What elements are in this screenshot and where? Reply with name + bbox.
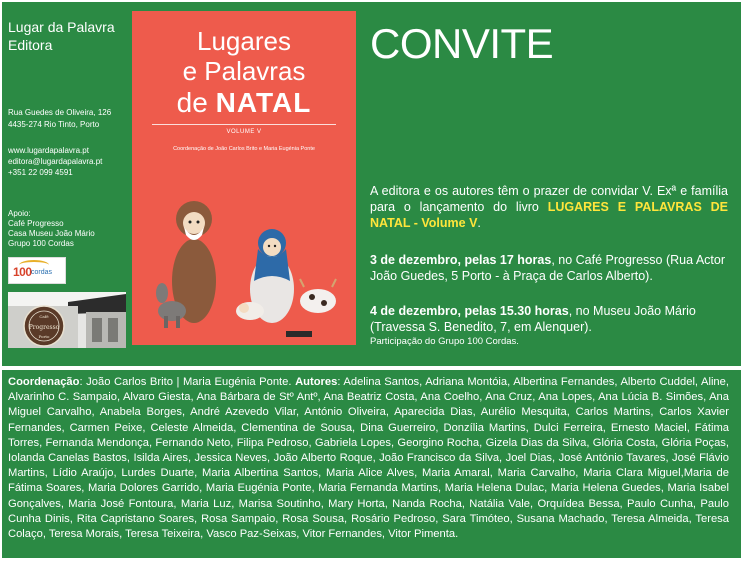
page-title: CONVITE	[370, 20, 554, 67]
cover-title-line1: Lugares	[197, 26, 291, 56]
support-item: Grupo 100 Cordas	[8, 239, 74, 248]
website-link[interactable]: www.lugardapalavra.pt	[8, 146, 89, 155]
credits-block	[8, 375, 729, 542]
invitation-text-intro: A editora e os autores têm o prazer de convidar V. Exª e família para o lançamento do livro	[370, 184, 728, 214]
event-alenquer	[370, 303, 730, 335]
authors-label: Autores	[295, 376, 338, 388]
publisher-name-line1: Lugar da Palavra	[8, 19, 115, 35]
participation-note: Participação do Grupo 100 Cordas.	[370, 336, 519, 347]
event-details: , no Museu João Mário (Travessa S. Benedito, 7, em Alenquer).	[370, 304, 696, 334]
invitation-text	[370, 183, 728, 231]
invitation-text-end: .	[477, 216, 481, 230]
cafe-progresso-photo	[8, 292, 126, 348]
book-title-highlight: LUGARES E PALAVRAS DE NATAL - Volume V	[370, 200, 729, 230]
nativity-figures-illustration	[132, 161, 356, 345]
svg-text:Progresso: Progresso	[28, 324, 60, 331]
coordination-names: : João Carlos Brito | Maria Eugénia Ponte.	[79, 376, 296, 388]
cover-title-line2: e Palavras	[182, 56, 306, 86]
event-date-time: 3 de dezembro, pelas 17 horas	[370, 253, 552, 267]
event-details: , no Café Progresso (Rua Actor João Guedes, 5 Porto - à Praça de Carlos Alberto).	[370, 253, 726, 283]
email-link[interactable]: editora@lugardapalavra.pt	[8, 157, 103, 166]
cover-title-strong: NATAL	[215, 87, 312, 118]
event-date-time: 4 de dezembro, pelas 15.30 horas	[370, 304, 569, 318]
address-line2: 4435-274 Rio Tinto, Porto	[8, 120, 100, 129]
book-cover	[132, 11, 356, 345]
cover-divider	[152, 124, 336, 125]
authors-names: : Adelina Santos, Adriana Montóia, Albertina Fernandes, Alberto Cuddel, Aline, Alvarinho C. Sampaio, Alvaro Giesta, Ana Bárbara de Stº Antº, Ana Beatriz Costa, Ana Coelho, Ana Cruz, Ana Lopes, Ana Lúcia B. Simões, Ana Miguel Carvalho, Anabela Borges, André Azevedo Vilar, António Oliveira, Aparecida Dias, Aurélio Mesquita, Carlos Martins, Carlos Xavier Fernandes, Carmen Peixe, Celeste Almeida, Clementina de Sousa, Dina Guerreiro, Donzília Martins, Dulci Ferreira, Ernesto Maciel, Fátima Torres, Fernanda Mendonça, Fernando Neto, Filipa Pedroso, Gabriela Lopes, Georgino Rocha, Gizela Dias da Silva, Glória Costa, Glória Poças, Iolanda Canelas Bastos, Isilda Aires, Jessica Neves, João Alberto Roque, João Francisco da Silva, Joel Dias, José António Tavares, José Flávio Martins, Lídio Araújo, Lurdes Duarte, Maria Albertina Santos, Maria Alice Alves, Maria Amaral, Maria Carvalho, Maria Clara Miguel,Maria de Fátima Soares, Maria Dolores Garrido, Maria Eugénia Ponte, Maria Fernanda Martins, Maria Helena Dulac, Maria Helena Guedes, Maria Isabel Gonçalves, Maria José Fontoura, Maria Luz, Marisa Soutinho, Mary Horta, Nanda Rocha, Natália Vale, Orquídea Bessa, Paulo Cunha, Paulo Cunha Dinis, Rita Capristano Soares, Rosa Sampaio, Rosa Sousa, Rosário Pedroso, Sara Timóteo, Susana Machado, Teresa Almeida, Teresa Colaço, Teresa Morais, Teresa Teixeira, Vasco Paz-Seixas, Vitor Fernandes, Vitor Pimenta.	[8, 376, 729, 541]
cafe-photo-illustration	[8, 292, 126, 348]
logo-word: cordas	[31, 269, 53, 276]
support-heading: Apoio:	[8, 209, 31, 218]
publisher-address	[8, 107, 111, 131]
cover-coordination: Coordenação de João Carlos Brito e Maria Eugénia Ponte	[173, 146, 315, 152]
coordination-label: Coordenação	[8, 376, 80, 388]
event-porto	[370, 252, 730, 284]
cover-volume: VOLUME V	[226, 129, 262, 135]
svg-text:Porto: Porto	[38, 334, 50, 339]
support-item: Café Progresso	[8, 219, 64, 228]
logo-number: 100	[13, 265, 32, 279]
cover-title-prefix: de	[176, 87, 208, 118]
publisher-name	[8, 18, 115, 54]
cover-title-line3	[132, 86, 356, 120]
support-item: Casa Museu João Mário	[8, 229, 95, 238]
publisher-contacts	[8, 145, 102, 178]
phone-number: +351 22 099 4591	[8, 168, 73, 177]
address-line1: Rua Guedes de Oliveira, 126	[8, 108, 112, 117]
publisher-name-line2: Editora	[8, 37, 53, 53]
svg-text:Café: Café	[39, 314, 49, 319]
cem-cordas-logo	[8, 257, 66, 284]
support-list	[8, 209, 95, 249]
